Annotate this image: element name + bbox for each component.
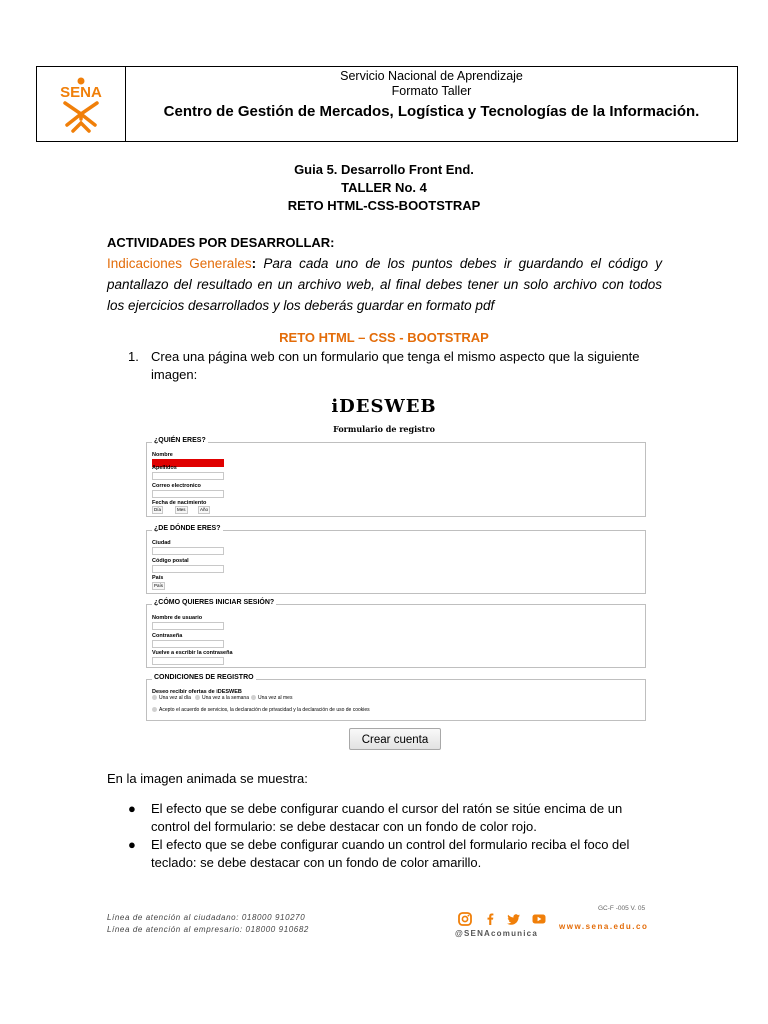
radio-daily-label: Una vez al día xyxy=(159,695,191,701)
general-label: Indicaciones Generales xyxy=(107,256,252,271)
general-text: Para cada uno de los puntos debes ir guardando el código y pantallazo del resultado en un archivo web, al final debes tener un solo archivo con todos los ejercicios desarrollados y los deberás guardar en formato pdf xyxy=(107,256,662,313)
legend-who: ¿QUIÉN ERES? xyxy=(154,437,206,444)
social-handle: @SENAcomunica xyxy=(455,929,538,938)
surname-label: Apellidos xyxy=(152,465,177,471)
format-name: Formato Taller xyxy=(391,84,472,98)
fieldset-conditions xyxy=(146,674,646,721)
institution-name: Servicio Nacional de Aprendizaje xyxy=(340,69,523,83)
list-item-1 xyxy=(128,348,640,382)
bullet-text-focus: El efecto que se debe configurar cuando un control del formulario reciba el foco del teclado: se debe destacar con un fondo de color amarillo. xyxy=(151,837,630,870)
repeat-password-label: Vuelve a escribir la contraseña xyxy=(152,650,233,656)
general-colon: : xyxy=(251,256,257,271)
radio-monthly[interactable] xyxy=(251,695,292,701)
business-phone: Línea de atención al empresario: 018000 910682 xyxy=(107,925,309,934)
twitter-icon[interactable] xyxy=(507,912,521,926)
city-input[interactable] xyxy=(152,547,224,555)
item-number: 1. xyxy=(128,349,139,364)
form-brand-title: iDESWEB xyxy=(331,396,437,417)
svg-text:SENA: SENA xyxy=(60,84,102,101)
bullet-icon: ● xyxy=(128,837,136,852)
country-label: País xyxy=(152,575,164,581)
instagram-icon[interactable] xyxy=(458,912,472,926)
radio-monthly-label: Una vez al mes xyxy=(258,695,293,701)
guide-title: Guia 5. Desarrollo Front End. xyxy=(294,162,474,177)
challenge-title: RETO HTML-CSS-BOOTSTRAP xyxy=(287,198,481,213)
website-link[interactable]: www.sena.edu.co xyxy=(559,922,649,931)
email-input[interactable] xyxy=(152,490,224,498)
radio-daily-dot xyxy=(152,695,157,700)
offers-label: Deseo recibir ofertas de iDESWEB xyxy=(152,689,242,695)
month-select[interactable]: Mes xyxy=(177,507,186,512)
center-name: Centro de Gestión de Mercados, Logística y Tecnologías de la Información. xyxy=(163,103,700,120)
header-table xyxy=(36,66,738,142)
radio-weekly-dot xyxy=(195,695,200,700)
username-label: Nombre de usuario xyxy=(152,615,203,621)
day-select[interactable]: Día xyxy=(154,507,162,512)
postal-input[interactable] xyxy=(152,565,224,573)
email-label: Correo electronico xyxy=(152,483,201,489)
fieldset-who xyxy=(146,437,646,517)
document-code: GC-F -005 V. 05 xyxy=(598,905,646,912)
terms-checkbox-dot xyxy=(152,707,157,712)
legend-login: ¿CÓMO QUIERES INICIAR SESIÓN? xyxy=(154,599,275,606)
birth-label: Fecha de nacimiento xyxy=(152,500,207,506)
name-label: Nombre xyxy=(152,452,173,458)
item-text: Crea una página web con un formulario que tenga el mismo aspecto que la siguiente imagen: xyxy=(151,349,640,382)
password-input[interactable] xyxy=(152,640,224,648)
bullet-icon: ● xyxy=(128,801,136,816)
postal-label: Código postal xyxy=(152,558,189,564)
radio-weekly[interactable] xyxy=(195,695,249,701)
animated-intro: En la imagen animada se muestra: xyxy=(107,771,308,786)
radio-monthly-dot xyxy=(251,695,256,700)
facebook-icon[interactable] xyxy=(483,912,497,926)
sena-logo xyxy=(37,67,126,141)
radio-daily[interactable] xyxy=(152,695,191,701)
create-account-button[interactable]: Crear cuenta xyxy=(349,728,441,750)
legend-where: ¿DE DÓNDE ERES? xyxy=(154,525,221,532)
activities-heading: ACTIVIDADES POR DESARROLLAR: xyxy=(107,235,335,250)
surname-input[interactable] xyxy=(152,472,224,480)
terms-checkbox[interactable] xyxy=(152,707,370,713)
citizen-phone: Línea de atención al ciudadano: 018000 910270 xyxy=(107,913,306,922)
workshop-title: TALLER No. 4 xyxy=(341,180,427,195)
youtube-icon[interactable] xyxy=(532,912,546,926)
bullet-text-hover: El efecto que se debe configurar cuando el cursor del ratón se sitúe encima de un control del formulario: se debe destacar con un fondo de color rojo. xyxy=(151,801,623,834)
fieldset-login xyxy=(146,599,646,668)
reto-title: RETO HTML – CSS - BOOTSTRAP xyxy=(279,330,489,345)
form-subtitle: Formulario de registro xyxy=(333,424,435,434)
fieldset-where xyxy=(146,525,646,594)
city-label: Ciudad xyxy=(152,540,171,546)
country-select[interactable]: País xyxy=(154,583,164,588)
repeat-password-input[interactable] xyxy=(152,657,224,665)
general-instructions xyxy=(107,253,662,316)
username-input[interactable] xyxy=(152,622,224,630)
password-label: Contraseña xyxy=(152,633,183,639)
terms-label: Acepto el acuerdo de servicios, la declaración de privacidad y la declaración de uso de cookies xyxy=(159,707,370,713)
sena-logo-icon xyxy=(37,67,125,141)
legend-conditions: CONDICIONES DE REGISTRO xyxy=(154,674,254,681)
year-select[interactable]: Año xyxy=(200,507,209,512)
header-text xyxy=(126,67,737,141)
radio-weekly-label: Una vez a la semana xyxy=(202,695,249,701)
